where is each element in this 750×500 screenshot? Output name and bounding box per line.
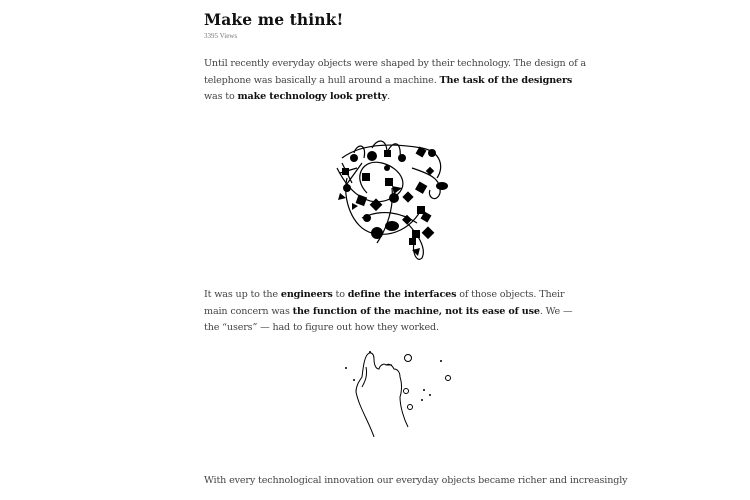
bold-text: the function of the machine, not its ease of use bbox=[292, 305, 540, 317]
paragraph-innovation bbox=[204, 473, 628, 490]
page-title: Make me think! bbox=[204, 10, 344, 29]
hand-pointing-illustration bbox=[334, 347, 454, 439]
paragraph-engineers bbox=[204, 287, 589, 337]
text: Until recently everyday objects were shaped by their technology. The design of a telephone was basically a hull around a machine. bbox=[204, 58, 586, 86]
text: With every technological innovation our everyday objects became richer and increasingly bbox=[204, 475, 628, 486]
bold-text: The task of the designers bbox=[439, 74, 573, 86]
bold-text: engineers bbox=[280, 289, 333, 300]
text: of those objects. Their main concern was bbox=[204, 289, 565, 317]
text: was to bbox=[204, 91, 238, 102]
text: It was up to the bbox=[204, 289, 281, 300]
bold-text: make technology look pretty bbox=[237, 91, 388, 102]
text: . We — the “users” — had to figure out how they worked. bbox=[204, 305, 573, 333]
view-count: 3395 Views bbox=[204, 32, 238, 40]
text: to bbox=[332, 289, 348, 300]
text: . bbox=[387, 91, 390, 102]
tangled-shapes-illustration bbox=[332, 138, 452, 263]
bold-text: define the interfaces bbox=[347, 289, 457, 300]
paragraph-intro bbox=[204, 56, 589, 106]
